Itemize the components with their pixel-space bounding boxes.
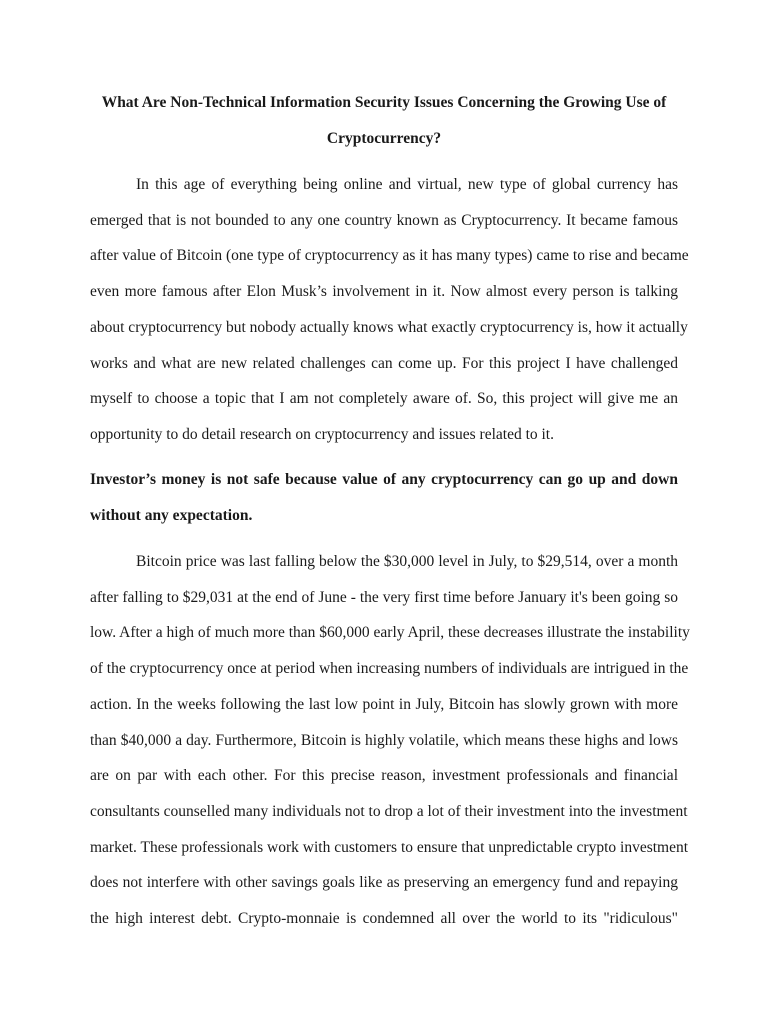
body-line: does not interfere with other savings goals like as preserving an emergency fund and repaying: [90, 874, 678, 892]
intro-line: even more famous after Elon Musk’s involvement in it. Now almost every person is talking: [90, 283, 678, 301]
body-line: Bitcoin price was last falling below the $30,000 level in July, to $29,514, over a month: [136, 553, 678, 570]
heading-line: without any expectation.: [90, 506, 253, 524]
document-title: [90, 85, 678, 157]
intro-line: myself to choose a topic that I am not completely aware of. So, this project will give me an: [90, 390, 678, 408]
body-line: than $40,000 a day. Furthermore, Bitcoin is highly volatile, which means these highs and lows: [90, 731, 678, 749]
intro-line: works and what are new related challenges can come up. For this project I have challenged: [90, 354, 678, 372]
body-paragraph: [90, 544, 690, 937]
intro-paragraph: [90, 167, 689, 453]
body-line: action. In the weeks following the last low point in July, Bitcoin has slowly grown with more: [90, 695, 678, 713]
title-line-2: Cryptocurrency?: [326, 130, 442, 147]
body-line: market. These professionals work with customers to ensure that unpredictable crypto investment: [90, 838, 689, 856]
intro-line: emerged that is not bounded to any one country known as Cryptocurrency. It became famous: [90, 211, 678, 229]
body-line: of the cryptocurrency once at period when increasing numbers of individuals are intrigued in the: [90, 660, 689, 678]
section-heading: [90, 462, 678, 533]
body-line: are on par with each other. For this precise reason, investment professionals and financial: [90, 767, 678, 785]
intro-line: after value of Bitcoin (one type of cryptocurrency as it has many types) came to rise and became: [90, 247, 689, 265]
intro-line: In this age of everything being online and virtual, new type of global currency has: [136, 176, 678, 193]
intro-line: opportunity to do detail research on cryptocurrency and issues related to it.: [90, 425, 554, 443]
body-line: consultants counselled many individuals not to drop a lot of their investment into the investment: [90, 802, 688, 820]
body-line: the high interest debt. Crypto-monnaie is condemned all over the world to its "ridiculous": [90, 910, 678, 928]
heading-line: Investor’s money is not safe because value of any cryptocurrency can go up and down: [90, 471, 678, 488]
title-line-1: What Are Non-Technical Information Security Issues Concerning the Growing Use of: [101, 94, 667, 111]
body-line: after falling to $29,031 at the end of June - the very first time before January it's been going so: [90, 588, 678, 606]
body-line: low. After a high of much more than $60,000 early April, these decreases illustrate the instability: [90, 624, 690, 642]
intro-line: about cryptocurrency but nobody actually knows what exactly cryptocurrency is, how it actually: [90, 318, 688, 336]
